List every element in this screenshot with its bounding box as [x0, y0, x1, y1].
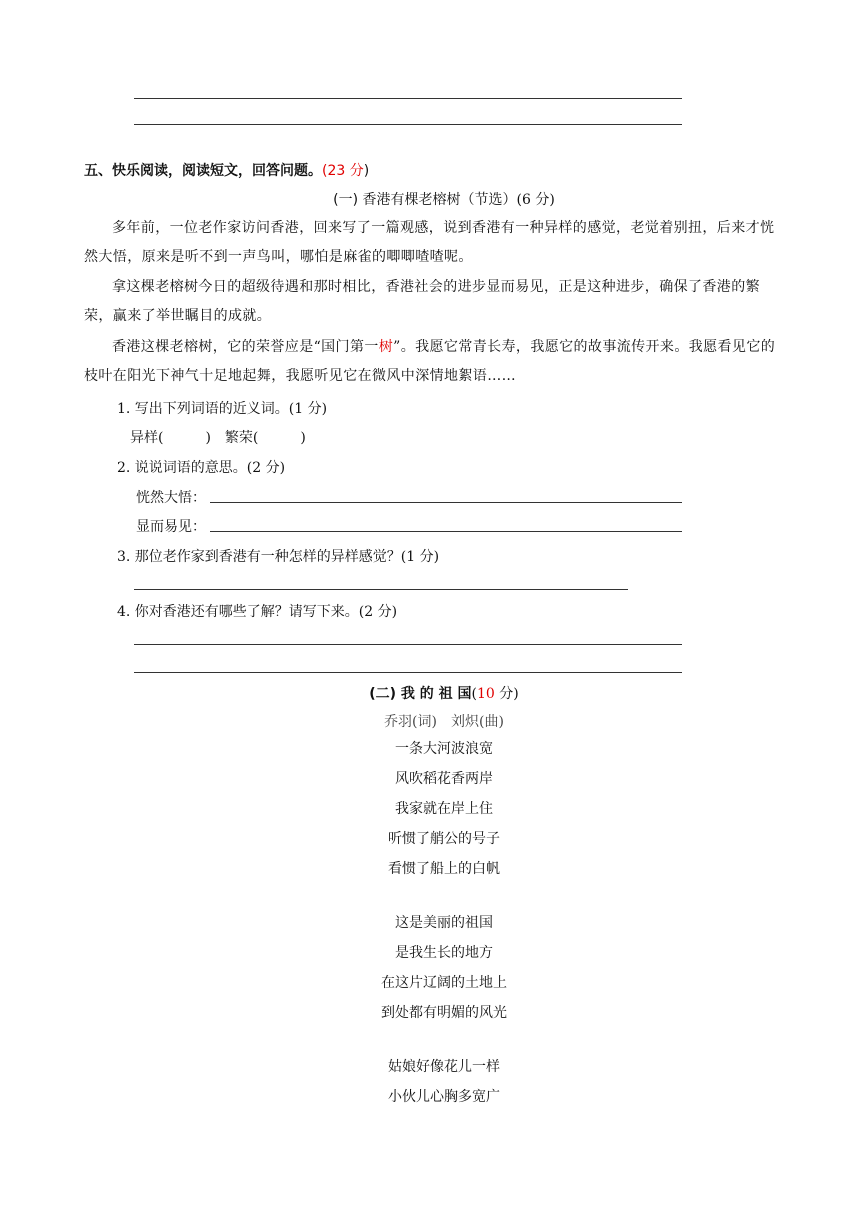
p3-highlight: 树 [378, 339, 394, 355]
passage1-title-note: （节选） [460, 192, 517, 208]
answer-line[interactable] [134, 644, 682, 645]
answer-line[interactable] [210, 502, 682, 503]
poem-line: 在这片辽阔的土地上 [381, 975, 507, 991]
poem-line: 姑娘好像花儿一样 [388, 1059, 500, 1075]
p3-text-a: 香港这棵老榕树，它的荣誉应是“国门第一 [112, 339, 379, 355]
poem-line: 风吹稻花香两岸 [395, 771, 493, 787]
passage1-paragraph-2: 拿这棵老榕树今日的超级待遇和那时相比，香港社会的进步显而易见，正是这种进步，确保了香港的繁荣，赢来了举世瞩目的成就。 [84, 279, 760, 324]
section-heading [84, 160, 369, 180]
poem-credits: 乔羽(词) 刘炽(曲) [384, 714, 504, 730]
question-2-term-b: 显而易见： [136, 519, 206, 535]
question-1-items[interactable]: 异样( ) 繁荣( ) [130, 430, 306, 446]
question-4: 4. 你对香港还有哪些了解？请写下来。(2 分) [117, 604, 398, 620]
answer-line[interactable] [134, 124, 682, 125]
poem-line: 一条大河波浪宽 [395, 741, 493, 757]
question-2: 2. 说说词语的意思。(2 分) [117, 460, 286, 476]
passage2-score-number: 10 [477, 686, 495, 702]
passage1-title-score: (6 分) [516, 192, 555, 208]
poem-stanza-1 [0, 734, 860, 884]
passage2-score-open: ( [471, 686, 477, 702]
answer-line[interactable] [210, 531, 682, 532]
passage2-title [0, 683, 860, 703]
section-heading-text: 五、快乐阅读，阅读短文，回答问题。 [84, 163, 322, 179]
question-3: 3. 那位老作家到香港有一种怎样的异样感觉？(1 分) [117, 549, 440, 565]
passage1-paragraph-1: 多年前，一位老作家访问香港，回来写了一篇观感，说到香港有一种异样的感觉，老觉着别扭，后来才恍然大悟，原来是听不到一声鸟叫，哪怕是麻雀的唧唧喳喳呢。 [84, 220, 775, 265]
passage2-title-main: (二) 我 的 祖 国 [369, 686, 472, 702]
passage1-title-main: (一) 香港有棵老榕树 [333, 192, 461, 208]
passage1-paragraph-3 [84, 333, 780, 391]
poem-stanza-2 [0, 908, 860, 1028]
poem-line: 是我生长的地方 [395, 945, 493, 961]
section-score: (23 分 [322, 163, 364, 179]
question-2-term-a: 恍然大悟： [136, 490, 206, 506]
question-1: 1. 写出下列词语的近义词。(1 分) [117, 401, 328, 417]
poem-stanza-3 [0, 1052, 860, 1112]
passage2-score-close: 分) [494, 686, 519, 702]
p3-text-b: ”。我愿它常青长寿，我愿它的故事流传开来。我愿看见它的枝叶在阳光下神气十足地起舞，我愿听见它在微风中深情地絮语…… [84, 339, 776, 384]
poem-line: 看惯了船上的白帆 [388, 861, 500, 877]
poem-line: 到处都有明媚的风光 [381, 1005, 507, 1021]
passage1-title [0, 189, 860, 209]
answer-line[interactable] [134, 589, 628, 590]
answer-line[interactable] [134, 672, 682, 673]
poem-line: 听惯了艄公的号子 [388, 831, 500, 847]
section-score-close: ) [363, 163, 370, 179]
poem-line: 小伙儿心胸多宽广 [388, 1089, 500, 1105]
answer-line[interactable] [134, 98, 682, 99]
poem-line: 我家就在岸上住 [395, 801, 493, 817]
poem-line: 这是美丽的祖国 [395, 915, 493, 931]
